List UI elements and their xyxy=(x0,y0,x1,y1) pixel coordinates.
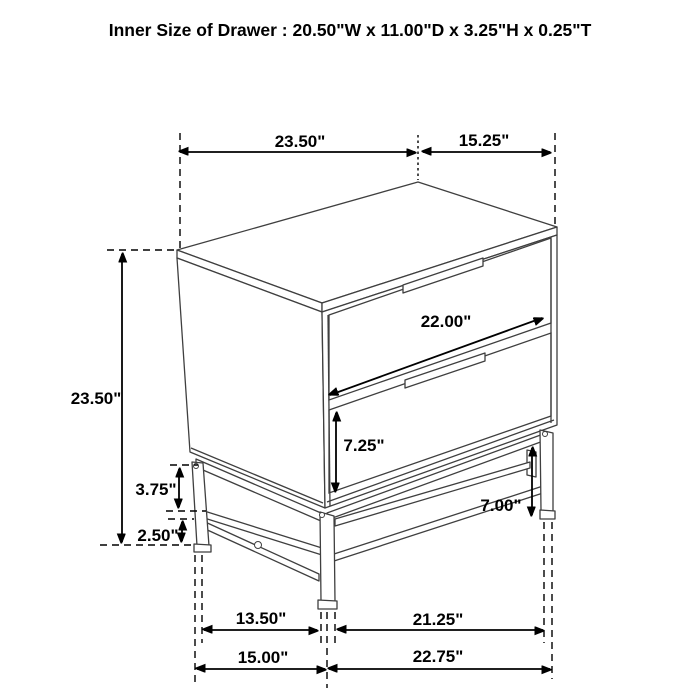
leg-front-left xyxy=(320,512,335,602)
leg-back-left xyxy=(192,462,209,546)
diagram-title: Inner Size of Drawer : 20.50"W x 11.00"D x 3.25"H x 0.25"T xyxy=(108,20,592,40)
foot-front-right xyxy=(540,510,555,519)
dim-label-overall-height: 23.50" xyxy=(70,389,122,408)
dim-label-upper-frame-height: 3.75" xyxy=(135,480,177,499)
dim-label-top-width: 23.50" xyxy=(274,132,326,151)
cabinet xyxy=(177,182,557,508)
leg-front-right xyxy=(540,430,553,512)
dim-label-lower-drawer-height: 7.25" xyxy=(343,436,385,455)
dim-label-top-depth: 15.25" xyxy=(458,131,510,150)
dim-label-base-side-outer: 22.75" xyxy=(412,647,464,666)
foot-front-left xyxy=(318,600,337,609)
dim-label-base-front-outer: 15.00" xyxy=(237,648,289,667)
dim-label-lower-frame-height: 2.50" xyxy=(137,526,179,545)
dim-label-base-side-inner: 21.25" xyxy=(412,610,464,629)
dim-label-drawer-width: 22.00" xyxy=(420,312,472,331)
dim-label-leg-height: 7.00" xyxy=(480,496,522,515)
foot-back-left xyxy=(194,544,211,552)
dim-label-base-front-inner: 13.50" xyxy=(235,609,287,628)
